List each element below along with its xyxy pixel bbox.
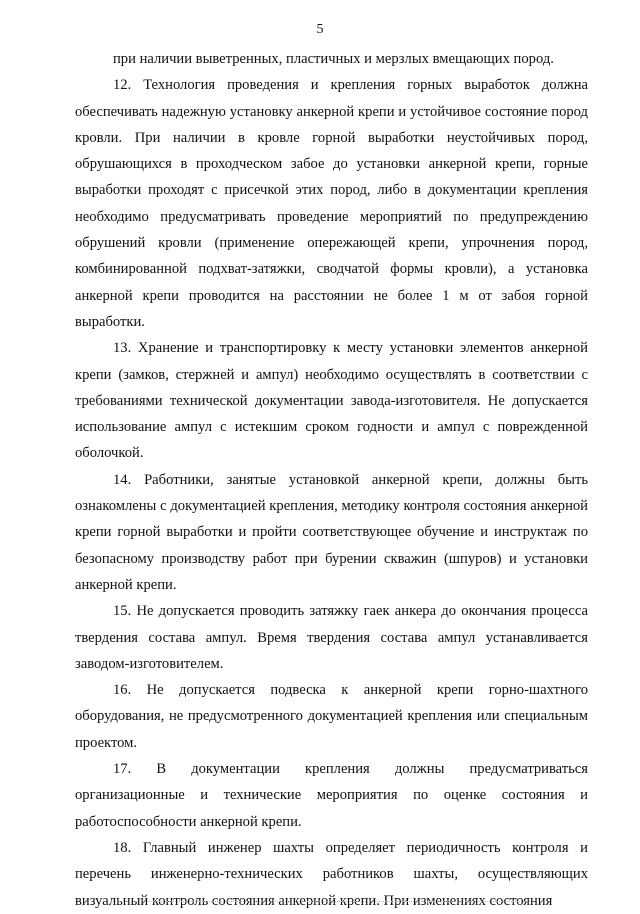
scan-edge-line (110, 901, 530, 903)
paragraph-12: 12. Технология проведения и крепления горных выработок должна обеспечивать надежную установку анкерной крепи и устойчивое состояние пород кровли. При наличии в кровле горной выработки неустойчивых пород, обрушающихся в проходческом забое до установки анкерной крепи, горные выработки проходят с присечкой этих пород, либо в документации крепления необходимо предусматривать проведение мероприятий по предупреждению обрушений кровли (применение опережающей крепи, упрочнения пород, комбинированной подхват-затяжки, сводчатой формы кровли), а установка анкерной крепи проводится на расстоянии не более 1 м от забоя горной выработки. (75, 77, 588, 330)
paragraph-13: 13. Хранение и транспортировку к месту установки элементов анкерной крепи (замков, стержней и ампул) необходимо осуществлять в соответствии с требованиями технической документации завода-изготовителя. Не допускается использование ампул с истекшим сроком годности и ампул с поврежденной оболочкой. (75, 340, 588, 462)
paragraph-15: 15. Не допускается проводить затяжку гаек анкера до окончания процесса твердения состава ампул. Время твердения состава ампул устанавливается заводом-изготовителем. (75, 603, 588, 672)
page-number: 5 (316, 22, 324, 37)
paragraph-continuation: при наличии выветренных, пластичных и мерзлых вмещающих пород. (113, 51, 554, 67)
paragraph-14: 14. Работники, занятые установкой анкерной крепи, должны быть ознакомлены с документацией крепления, методику контроля состояния анкерной крепи горной выработки и пройти соответствующее обучение и инструктаж по безопасному производству работ при бурении скважин (шпуров) и установки анкерной крепи. (75, 471, 588, 593)
paragraph-17: 17. В документации крепления должны предусматриваться организационные и технические мероприятия по оценке состояния и работоспособности анкерной крепи. (75, 761, 588, 830)
paragraph-16: 16. Не допускается подвеска к анкерной крепи горно-шахтного оборудования, не предусмотренного документацией крепления или специальным проектом. (75, 682, 588, 751)
paragraph-18: 18. Главный инженер шахты определяет периодичность контроля и перечень инженерно-технических работников шахты, осуществляющих визуальный контроль состояния анкерной крепи. При изменениях состояния (75, 839, 588, 909)
document-body (75, 46, 588, 914)
